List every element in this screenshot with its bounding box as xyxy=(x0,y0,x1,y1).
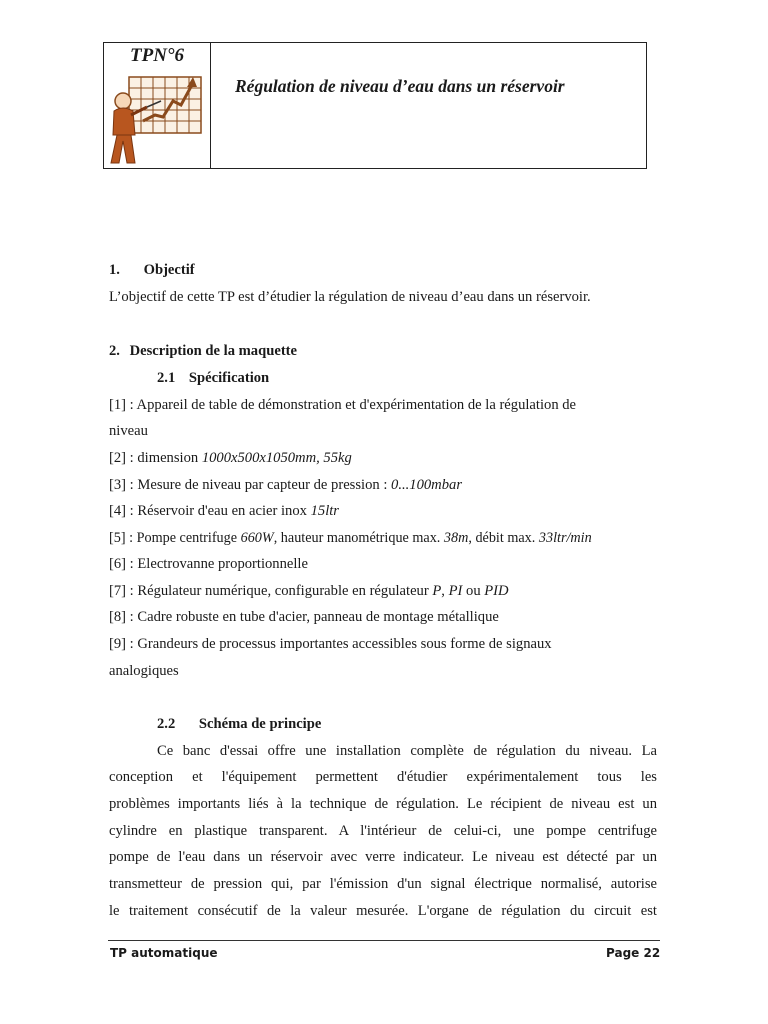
page-number: Page 22 xyxy=(606,946,661,960)
section-1-heading xyxy=(109,260,195,280)
section-number: 2. xyxy=(109,343,120,359)
paragraph-line: problèmes importants liés à la technique de régulation. Le récipient de niveau est un xyxy=(109,796,657,812)
header-logo-cell xyxy=(104,43,211,168)
paragraph-line: transmetteur de pression qui, par l'émission d'un signal électrique normalisé, autorise xyxy=(109,876,657,892)
subsection-number: 2.2 xyxy=(157,716,176,732)
section-2-heading xyxy=(109,341,297,361)
presenter-chart-icon xyxy=(107,71,207,167)
header-box xyxy=(103,42,647,169)
footer-rule xyxy=(108,940,660,941)
section-title: Objectif xyxy=(143,262,195,278)
spec-item-3: [3] : Mesure de niveau par capteur de pression : 0...100mbar xyxy=(109,477,462,493)
spec-item-7: [7] : Régulateur numérique, configurable en régulateur P, PI ou PID xyxy=(109,583,509,599)
spec-item-1-cont: niveau xyxy=(109,423,148,439)
paragraph-line: cylindre en plastique transparent. A l'intérieur de celui-ci, une pompe centrifuge xyxy=(109,823,657,839)
spec-item-2: [2] : dimension 1000x500x1050mm, 55kg xyxy=(109,450,352,466)
subsection-title: Schéma de principe xyxy=(198,716,322,732)
spec-item-1: [1] : Appareil de table de démonstration et d'expérimentation de la régulation de xyxy=(109,397,577,413)
spec-item-9: [9] : Grandeurs de processus importantes accessibles sous forme de signaux xyxy=(109,636,552,652)
paragraph-line: Ce banc d'essai offre une installation complète de régulation du niveau. La xyxy=(157,743,657,759)
spec-item-8: [8] : Cadre robuste en tube d'acier, panneau de montage métallique xyxy=(109,609,499,625)
tp-number: TPN°6 xyxy=(129,45,185,66)
footer-course-name: TP automatique xyxy=(110,946,218,960)
subsection-number: 2.1 xyxy=(157,370,176,386)
spec-item-6: [6] : Electrovanne proportionnelle xyxy=(109,556,308,572)
subsection-title: Spécification xyxy=(188,370,270,386)
paragraph-line: pompe de l'eau dans un réservoir avec verre indicateur. Le niveau est détecté par un xyxy=(109,849,657,865)
paragraph-line: le traitement consécutif de la valeur mesurée. L'organe de régulation du circuit est xyxy=(109,903,657,919)
subsection-2-1-heading xyxy=(157,368,269,388)
section-number: 1. xyxy=(109,262,120,278)
subsection-2-2-heading xyxy=(157,714,321,734)
spec-item-4: [4] : Réservoir d'eau en acier inox 15ltr xyxy=(109,503,339,519)
document-title: Régulation de niveau d’eau dans un réservoir xyxy=(235,76,565,96)
paragraph-line: conception et l'équipement permettent d'étudier expérimentalement tous les xyxy=(109,769,657,785)
spec-item-9-cont: analogiques xyxy=(109,663,179,679)
spec-item-5: [5] : Pompe centrifuge 660W, hauteur manométrique max. 38m, débit max. 33ltr/min xyxy=(109,530,592,546)
objective-text: L’objectif de cette TP est d’étudier la régulation de niveau d’eau dans un réservoir. xyxy=(109,289,591,305)
section-title: Description de la maquette xyxy=(129,343,298,359)
